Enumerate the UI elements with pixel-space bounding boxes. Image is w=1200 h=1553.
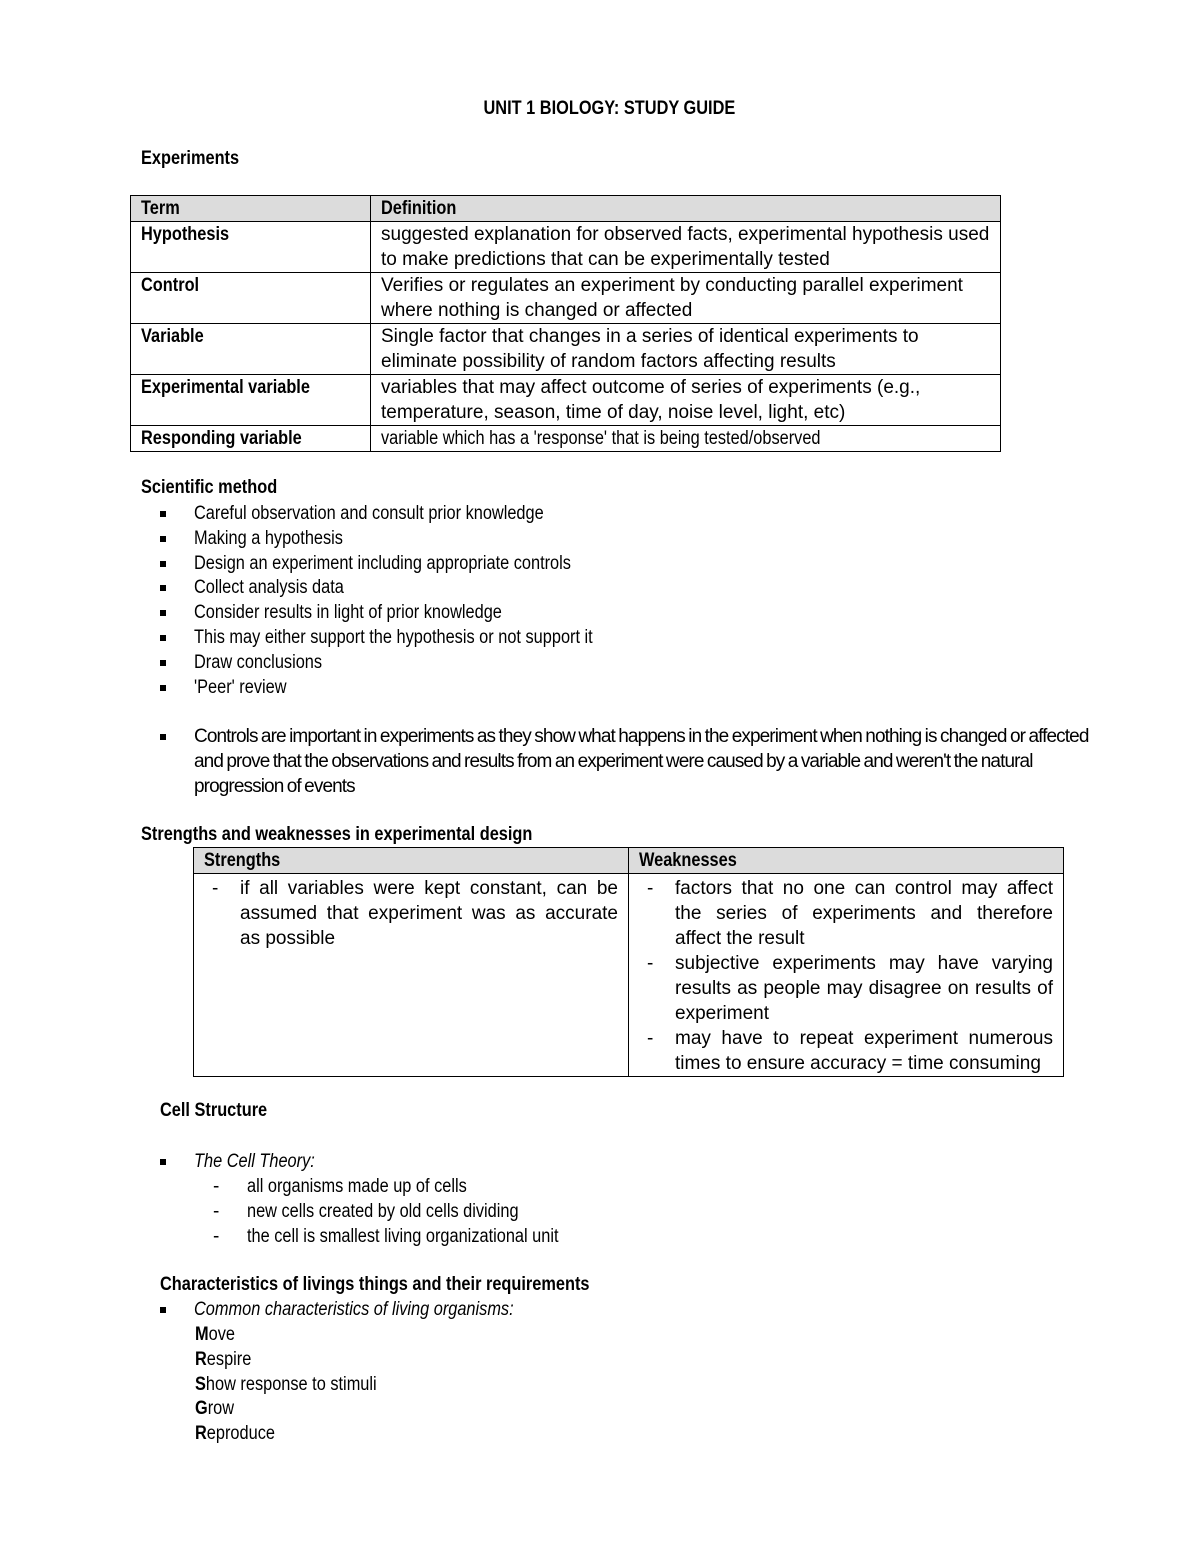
terms-table (130, 195, 1001, 452)
list-item: Design an experiment including appropriate controls (141, 552, 1091, 577)
list-item: - all organisms made up of cells (213, 1176, 467, 1197)
list-item: 'Peer' review (141, 676, 1091, 701)
strengths-weaknesses-heading: Strengths and weaknesses in experimental design (141, 824, 533, 845)
list-item: - may have to repeat experiment numerous times to ensure accuracy = time consuming (647, 1028, 1053, 1074)
table-header-row (131, 196, 1001, 222)
list-item: Making a hypothesis (141, 527, 1091, 552)
term-cell: Variable (131, 324, 371, 375)
controls-note-text: Controls are important in experiments as they show what happens in the experiment when nothing is changed or affected and prove that the observations and results from an experiment were caused by a variable and weren't the natural progression of events (194, 726, 1089, 797)
table-header-cell: Weaknesses (629, 848, 1064, 874)
cell-theory-points (213, 1174, 609, 1249)
dash-icon: - (213, 1201, 220, 1222)
bullet-icon (160, 734, 166, 740)
weaknesses-cell (629, 874, 1064, 1077)
characteristics-heading: Characteristics of livings things and their requirements (160, 1274, 590, 1295)
table-row (131, 426, 1001, 452)
list-item (141, 725, 1091, 799)
table-row (194, 874, 1064, 1077)
bullet-icon (160, 1307, 166, 1313)
bullet-icon (160, 585, 166, 591)
list-item: Careful observation and consult prior knowledge (141, 502, 1091, 527)
table-header-cell: Strengths (194, 848, 629, 874)
table-row (131, 324, 1001, 375)
experiments-heading: Experiments (141, 148, 240, 169)
dash-icon: - (213, 1226, 220, 1247)
dash-icon: - (647, 1028, 654, 1049)
definition-cell: suggested explanation for observed facts, experimental hypothesis used to make predictions that can be experimentally tested (371, 222, 1001, 273)
definition-cell: Single factor that changes in a series of identical experiments to eliminate possibility of random factors affecting results (371, 324, 1001, 375)
bullet-icon (160, 635, 166, 641)
cell-structure-heading: Cell Structure (160, 1100, 268, 1121)
table-row (131, 273, 1001, 324)
bullet-icon (160, 1159, 166, 1165)
term-cell: Hypothesis (131, 222, 371, 273)
list-item: - subjective experiments may have varying results as people may disagree on results of experiment (647, 953, 1053, 1024)
term-cell: Control (131, 273, 371, 324)
mrsgr-list (195, 1323, 406, 1447)
list-item: Common characteristics of living organisms: (141, 1298, 1041, 1323)
bullet-icon (160, 610, 166, 616)
list-item: Consider results in light of prior knowledge (141, 601, 1091, 626)
list-item: Respire (195, 1348, 252, 1370)
scientific-method-heading: Scientific method (141, 477, 278, 498)
list-item: - factors that no one can control may affect the series of experiments and therefore affect the result (647, 878, 1053, 949)
document-title: UNIT 1 BIOLOGY: STUDY GUIDE (483, 98, 735, 119)
definition-cell: Verifies or regulates an experiment by conducting parallel experiment where nothing is changed or affected (371, 273, 1001, 324)
list-item: Reproduce (195, 1423, 275, 1445)
list-item: The Cell Theory: (141, 1150, 1041, 1175)
bullet-icon (160, 660, 166, 666)
list-item: - if all variables were kept constant, can be assumed that experiment was as accurate as possible (212, 878, 618, 949)
list-item: Move (195, 1324, 235, 1345)
bullet-icon (160, 561, 166, 567)
strengths-weaknesses-table (193, 847, 1064, 1077)
dash-icon: - (647, 878, 654, 899)
strengths-list (204, 876, 618, 951)
controls-note-list (141, 725, 1091, 799)
list-item: - new cells created by old cells dividing (213, 1201, 519, 1222)
weaknesses-list (639, 876, 1053, 1076)
list-item: Grow (195, 1398, 235, 1420)
strengths-cell (194, 874, 629, 1077)
table-row (131, 222, 1001, 273)
term-cell: Responding variable (131, 426, 371, 452)
dash-icon: - (212, 878, 219, 899)
bullet-icon (160, 511, 166, 517)
dash-icon: - (647, 953, 654, 974)
table-header-cell: Definition (371, 196, 1001, 222)
bullet-icon (160, 685, 166, 691)
list-item: This may either support the hypothesis or not support it (141, 626, 1091, 651)
dash-icon: - (213, 1176, 220, 1197)
table-row (131, 375, 1001, 426)
list-item: Draw conclusions (141, 651, 1091, 676)
scientific-method-list (141, 502, 1091, 700)
characteristics-list (141, 1298, 1041, 1323)
list-item: - the cell is smallest living organizational unit (213, 1226, 559, 1247)
definition-cell: variables that may affect outcome of series of experiments (e.g., temperature, season, time of day, noise level, light, etc) (371, 375, 1001, 426)
table-header-row (194, 848, 1064, 874)
table-header-cell: Term (131, 196, 371, 222)
definition-cell: variable which has a 'response' that is being tested/observed (371, 426, 1001, 452)
list-item: Collect analysis data (141, 576, 1091, 601)
bullet-icon (160, 536, 166, 542)
term-cell: Experimental variable (131, 375, 371, 426)
list-item: Show response to stimuli (195, 1373, 377, 1395)
cell-theory-list (141, 1150, 1041, 1175)
